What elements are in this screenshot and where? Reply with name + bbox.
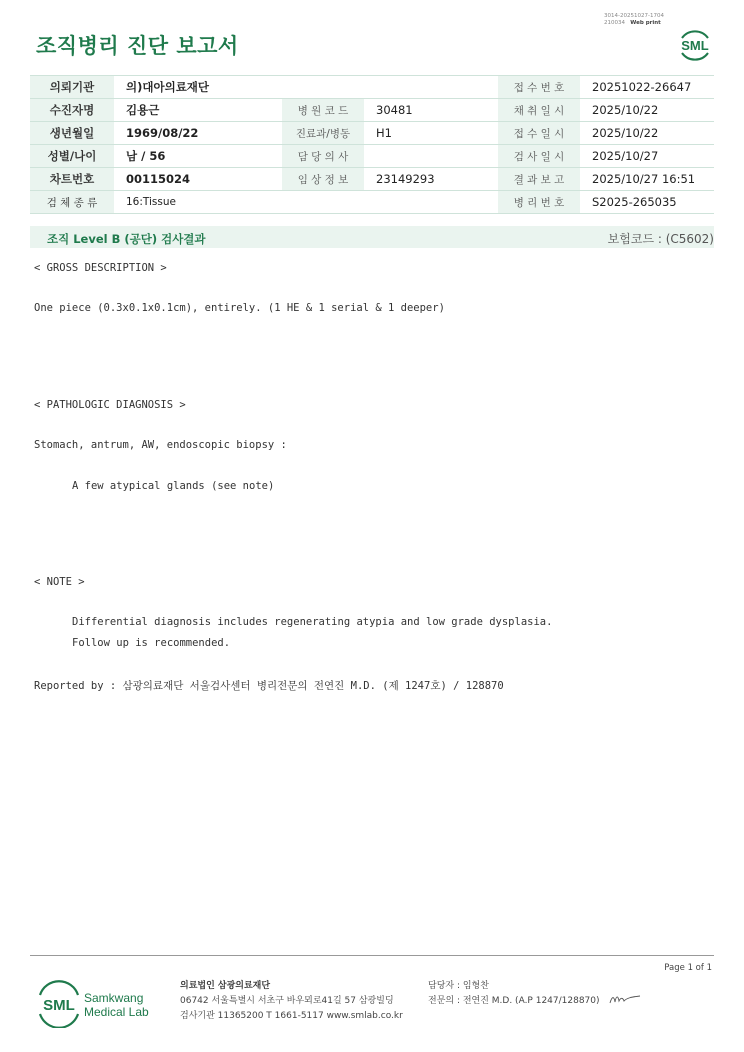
sml-logo-top-text: SML — [681, 38, 709, 53]
note-line-1: Differential diagnosis includes regenerating atypia and low grade dysplasia. — [72, 616, 553, 628]
sex-age: 남 / 56 — [114, 145, 282, 168]
footer-divider — [30, 955, 714, 956]
reported-by: Reported by : 삼광의료재단 서울검사센터 병리전문의 전연진 M.D. (제 1247호) / 128870 — [34, 680, 504, 692]
receipt-no: 20251022-26647 — [580, 76, 714, 99]
info-row — [30, 99, 714, 122]
chart-no: 00115024 — [114, 168, 282, 191]
hospital-code-label: 병 원 코 드 — [282, 99, 364, 122]
samkwang-logo-text: SML — [43, 997, 75, 1014]
gross-header: < GROSS DESCRIPTION > — [34, 262, 167, 274]
result-report: 2025/10/27 16:51 — [580, 168, 714, 191]
dob-label: 생년월일 — [30, 122, 114, 145]
clinical-info: 23149293 — [364, 168, 498, 191]
info-row — [30, 122, 714, 145]
insurance-code: 보험코드 : (C5602) — [607, 232, 714, 246]
patient-info-table — [30, 75, 714, 214]
test-date-label: 검 사 일 시 — [498, 145, 580, 168]
print-code-line1: 3014-20251027-1704 — [604, 13, 664, 19]
pathology-no: S2025-265035 — [580, 191, 714, 214]
collect-date: 2025/10/22 — [580, 99, 714, 122]
signature — [608, 992, 642, 1006]
samkwang-logo — [36, 980, 162, 1028]
requesting-org-label: 의뢰기관 — [30, 76, 114, 99]
page-number: Page 1 of 1 — [664, 963, 712, 973]
diagnosis-header: < PATHOLOGIC DIAGNOSIS > — [34, 399, 186, 411]
samkwang-logo-name-2: Medical Lab — [84, 1005, 149, 1019]
web-print-label: Web print — [630, 20, 661, 26]
test-date: 2025/10/27 — [580, 145, 714, 168]
footer-address: 06742 서울특별시 서초구 바우뫼로41길 57 삼광빌딩 — [180, 996, 394, 1006]
sml-logo-top — [676, 26, 714, 64]
receipt-no-label: 접 수 번 호 — [498, 76, 580, 99]
result-report-label: 결 과 보 고 — [498, 168, 580, 191]
info-row — [30, 145, 714, 168]
patient-name: 김용근 — [114, 99, 282, 122]
footer-specialist: 전문의 : 전연진 M.D. (A.P 1247/128870) — [428, 996, 600, 1006]
requesting-org: 의)대아의료재단 — [114, 76, 498, 99]
diagnosis-text: A few atypical glands (see note) — [72, 480, 275, 492]
info-row — [30, 76, 714, 99]
doctor-label: 담 당 의 사 — [282, 145, 364, 168]
section-title: 조직 Level B (공단) 검사결과 — [47, 232, 206, 246]
patient-label: 수진자명 — [30, 99, 114, 122]
dept: H1 — [364, 122, 498, 145]
print-code — [604, 13, 664, 27]
clinical-info-label: 임 상 정 보 — [282, 168, 364, 191]
chart-no-label: 차트번호 — [30, 168, 114, 191]
specimen: 16:Tissue — [114, 191, 498, 214]
gross-text: One piece (0.3x0.1x0.1cm), entirely. (1 HE & 1 serial & 1 deeper) — [34, 302, 445, 314]
note-line-2: Follow up is recommended. — [72, 637, 231, 649]
info-row — [30, 191, 714, 214]
footer-org-block — [180, 979, 403, 1024]
specimen-label: 검 체 종 류 — [30, 191, 114, 214]
samkwang-logo-name-1: Samkwang — [84, 991, 144, 1005]
collect-date-label: 채 취 일 시 — [498, 99, 580, 122]
pathology-no-label: 병 리 번 호 — [498, 191, 580, 214]
receipt-date-label: 접 수 일 시 — [498, 122, 580, 145]
sex-age-label: 성별/나이 — [30, 145, 114, 168]
hospital-code: 30481 — [364, 99, 498, 122]
dept-label: 진료과/병동 — [282, 122, 364, 145]
footer-manager: 담당자 : 임형찬 — [428, 981, 489, 991]
footer-org-name: 의료법인 삼광의료재단 — [180, 981, 271, 991]
receipt-date: 2025/10/22 — [580, 122, 714, 145]
print-code-line2: 210034 — [604, 20, 625, 26]
note-header: < NOTE > — [34, 576, 85, 588]
dob: 1969/08/22 — [114, 122, 282, 145]
diagnosis-site: Stomach, antrum, AW, endoscopic biopsy : — [34, 439, 287, 451]
footer-contact: 검사기관 11365200 T 1661-5117 www.smlab.co.kr — [180, 1011, 403, 1021]
footer-staff-block — [428, 979, 600, 1009]
info-row — [30, 168, 714, 191]
doctor — [364, 145, 498, 168]
report-title: 조직병리 진단 보고서 — [36, 34, 239, 58]
